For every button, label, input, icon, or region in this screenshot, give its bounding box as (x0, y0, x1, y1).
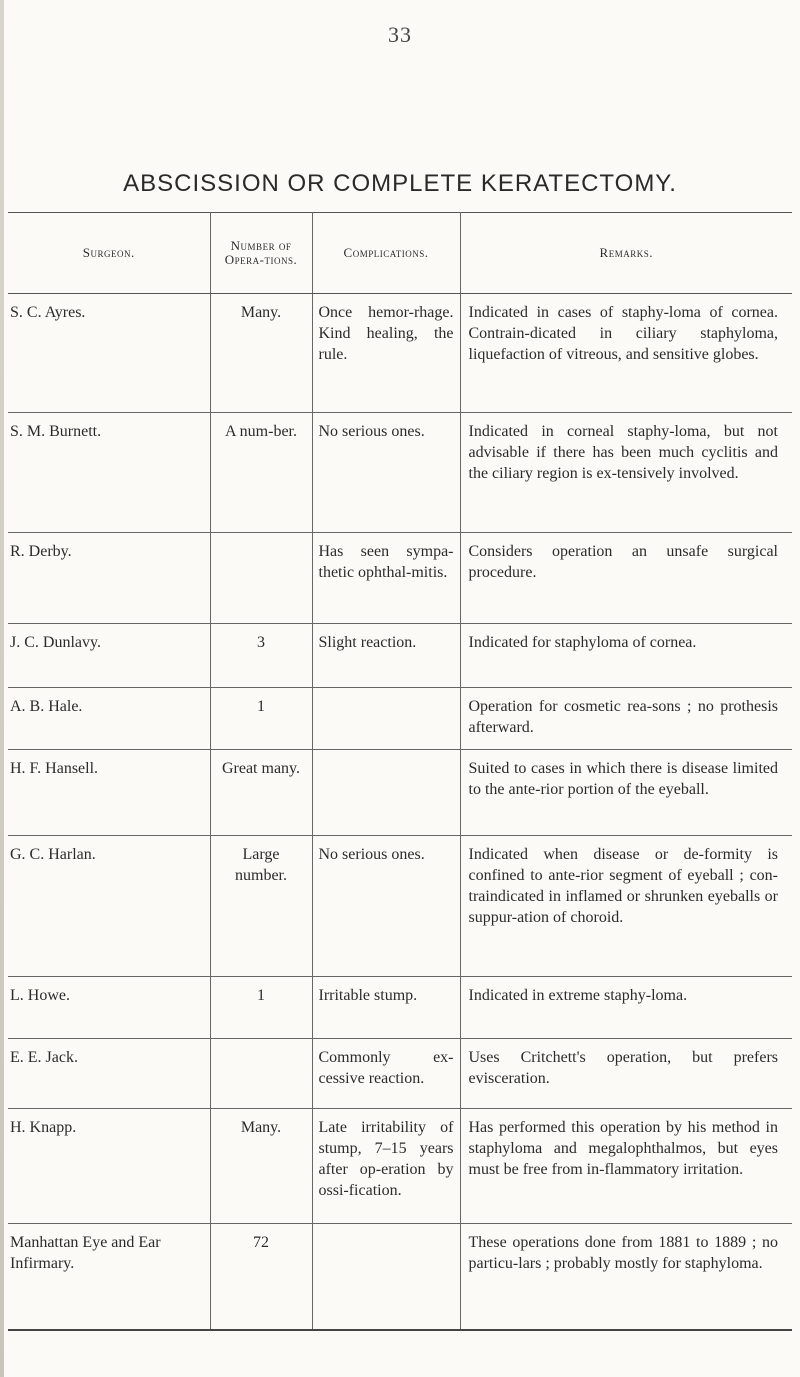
cell-complications: Late irritability of stump, 7–15 years after op-eration by ossi-fication. (312, 1109, 460, 1224)
cell-surgeon: S. M. Burnett. (8, 413, 210, 533)
cell-surgeon: A. B. Hale. (8, 688, 210, 750)
cell-number: A num-ber. (210, 413, 312, 533)
page-number: 33 (388, 22, 412, 47)
cell-number: Many. (210, 294, 312, 413)
cell-number: Many. (210, 1109, 312, 1224)
cell-number (210, 533, 312, 624)
cell-number: Large number. (210, 836, 312, 977)
table-row (8, 1039, 792, 1109)
cell-surgeon: H. F. Hansell. (8, 750, 210, 836)
cell-number: 1 (210, 977, 312, 1039)
cell-surgeon: G. C. Harlan. (8, 836, 210, 977)
cell-remarks: Indicated when disease or de-formity is confined to ante-rior segment of eyeball ; con-traindicated in inflamed or shrunken eyeballs or suppur-ation of choroid. (460, 836, 792, 977)
table-row (8, 688, 792, 750)
cell-complications (312, 688, 460, 750)
cell-surgeon: R. Derby. (8, 533, 210, 624)
cell-remarks: Uses Critchett's operation, but prefers evisceration. (460, 1039, 792, 1109)
page-title: ABSCISSION OR COMPLETE KERATECTOMY. (123, 170, 677, 197)
cell-remarks: Indicated in corneal staphy-loma, but not advisable if there has been much cyclitis and the ciliary region is ex-tensively involved. (460, 413, 792, 533)
header-surgeon: Surgeon. (8, 213, 210, 294)
cell-surgeon: S. C. Ayres. (8, 294, 210, 413)
cell-complications (312, 1224, 460, 1330)
header-number: Number of Opera-tions. (210, 213, 312, 294)
table-header-row (8, 213, 792, 294)
keratectomy-table (8, 212, 792, 1331)
cell-remarks: Considers operation an unsafe surgical procedure. (460, 533, 792, 624)
cell-remarks: Operation for cosmetic rea-sons ; no prothesis afterward. (460, 688, 792, 750)
cell-complications: Has seen sympa-thetic ophthal-mitis. (312, 533, 460, 624)
header-complications: Complications. (312, 213, 460, 294)
page-edge-shadow (0, 0, 4, 1377)
table-row (8, 413, 792, 533)
cell-complications: Irritable stump. (312, 977, 460, 1039)
table-row (8, 750, 792, 836)
cell-surgeon: H. Knapp. (8, 1109, 210, 1224)
cell-remarks: Has performed this operation by his method in staphyloma and megalophthalmos, but eyes must be free from in-flammatory irritation. (460, 1109, 792, 1224)
table-row (8, 624, 792, 688)
table-row (8, 1109, 792, 1224)
cell-remarks: Indicated in extreme staphy-loma. (460, 977, 792, 1039)
cell-number: 3 (210, 624, 312, 688)
cell-complications: No serious ones. (312, 836, 460, 977)
cell-number: Great many. (210, 750, 312, 836)
cell-complications: Slight reaction. (312, 624, 460, 688)
table-row (8, 533, 792, 624)
table-row (8, 1224, 792, 1330)
cell-complications: Commonly ex-cessive reaction. (312, 1039, 460, 1109)
cell-remarks: Indicated for staphyloma of cornea. (460, 624, 792, 688)
cell-surgeon: Manhattan Eye and Ear Infirmary. (8, 1224, 210, 1330)
table-row (8, 977, 792, 1039)
cell-surgeon: J. C. Dunlavy. (8, 624, 210, 688)
cell-surgeon: L. Howe. (8, 977, 210, 1039)
cell-number: 1 (210, 688, 312, 750)
cell-remarks: Indicated in cases of staphy-loma of cornea. Contrain-dicated in ciliary staphyloma, liquefaction of vitreous, and sensitive globes. (460, 294, 792, 413)
cell-complications: Once hemor-rhage. Kind healing, the rule. (312, 294, 460, 413)
table-row (8, 836, 792, 977)
cell-complications (312, 750, 460, 836)
cell-remarks: These operations done from 1881 to 1889 ; no particu-lars ; probably mostly for staphyloma. (460, 1224, 792, 1330)
cell-surgeon: E. E. Jack. (8, 1039, 210, 1109)
header-remarks: Remarks. (460, 213, 792, 294)
table-row (8, 294, 792, 413)
cell-number: 72 (210, 1224, 312, 1330)
cell-number (210, 1039, 312, 1109)
cell-remarks: Suited to cases in which there is disease limited to the ante-rior portion of the eyeball. (460, 750, 792, 836)
cell-complications: No serious ones. (312, 413, 460, 533)
